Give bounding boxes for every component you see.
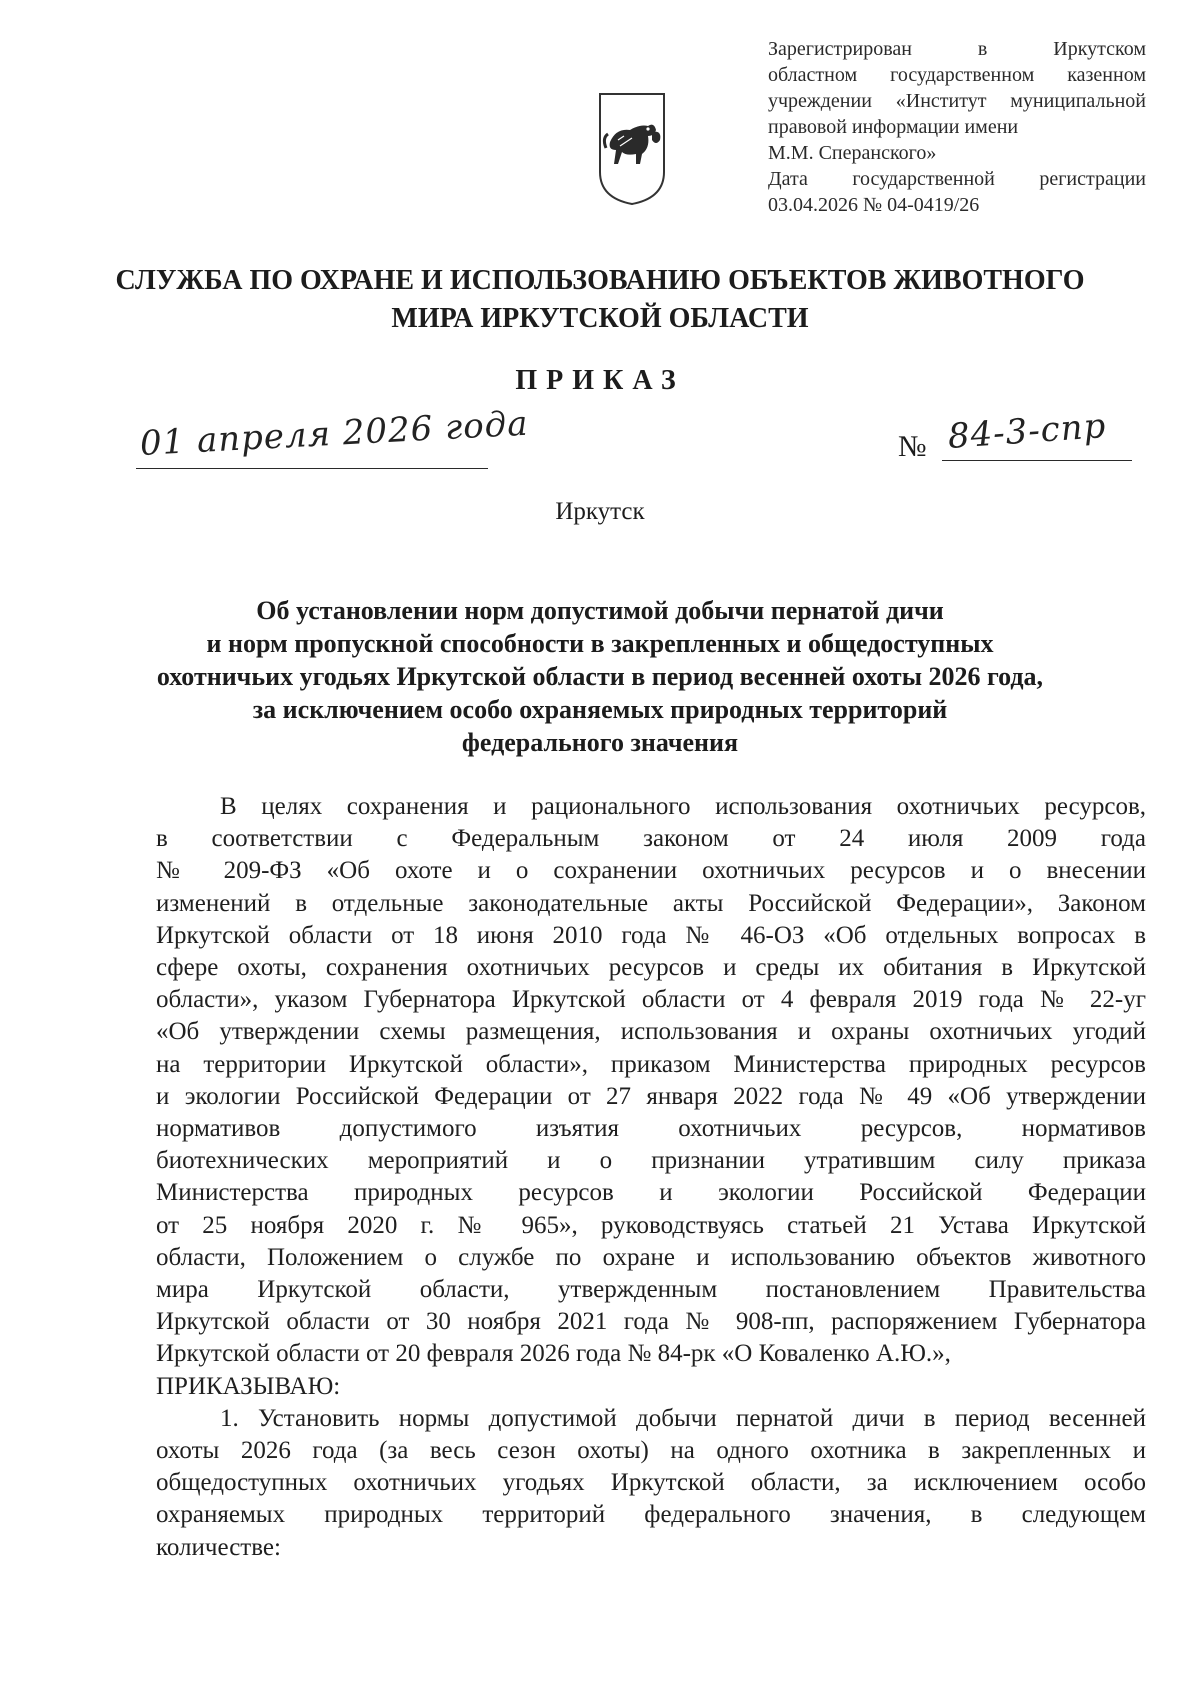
subject-line: Об установлении норм допустимой добычи пернатой дичи [256, 596, 944, 625]
clause-1-line: охоты 2026 года (за весь сезон охоты) на одного охотника в закрепленных и [156, 1437, 1146, 1465]
registration-stamp [768, 36, 1146, 218]
subject-line: федерального значения [461, 728, 739, 757]
body-line: области, Положением о службе по охране и использованию объектов животного [156, 1243, 1146, 1271]
body-line: в соответствии с Федеральным законом от 24 июля 2009 года [156, 825, 1146, 853]
body-line: В целях сохранения и рационального использования охотничьих ресурсов, [220, 793, 1146, 820]
handwritten-order-number: 84-3-спр [946, 405, 1108, 457]
body-line: изменений в отдельные законодательные акты Российской Федерации», Законом [156, 889, 1146, 917]
clause-1-line: общедоступных охотничьих угодьях Иркутской области, за исключением особо [156, 1469, 1146, 1497]
subject-line: и норм пропускной способности в закрепленных и общедоступных [206, 629, 994, 658]
subject-line: охотничьих угодьях Иркутской области в период весенней охоты 2026 года, [156, 662, 1044, 691]
agency-heading [60, 262, 1140, 338]
body-line: Министерства природных ресурсов и экологии Российской Федерации [156, 1179, 1146, 1207]
body-line: «Об утверждении схемы размещения, использования и охраны охотничьих угодий [156, 1018, 1146, 1046]
order-body [156, 791, 1146, 1564]
body-line: Иркутской области от 20 февраля 2026 года № 84-рк «О Коваленко А.Ю.», [156, 1340, 951, 1368]
body-line: Иркутской области от 30 ноября 2021 года № 908-пп, распоряжением Губернатора [156, 1308, 1146, 1336]
body-line: области», указом Губернатора Иркутской области от 4 февраля 2019 года № 22-уг [156, 986, 1146, 1014]
registration-number: 03.04.2026 № 04-0419/26 [768, 194, 980, 216]
agency-line: МИРА ИРКУТСКОЙ ОБЛАСТИ [391, 303, 809, 334]
body-line: биотехнических мероприятий и о признании утратившим силу приказа [156, 1147, 1146, 1175]
order-title: ПРИКАЗ [515, 365, 685, 396]
number-sign: № [898, 430, 927, 463]
registration-line: М.М. Сперанского» [768, 142, 937, 164]
number-underline [942, 460, 1132, 461]
body-line: сфере охоты, сохранения охотничьих ресурсов и среды их обитания в Иркутской [156, 954, 1146, 982]
subject-line: за исключением особо охраняемых природных территорий [252, 695, 948, 724]
body-line: от 25 ноября 2020 г. № 965», руководствуясь статьей 21 Устава Иркутской [156, 1211, 1146, 1239]
registration-line: Зарегистрирован в Иркутском [768, 38, 1146, 60]
handwritten-date: 01 апреля 2026 года [138, 403, 530, 464]
body-line: на территории Иркутской области», приказом Министерства природных ресурсов [156, 1050, 1146, 1078]
date-underline [136, 468, 488, 469]
clause-1-line: 1. Установить нормы допустимой добычи пернатой дичи в период весенней [220, 1404, 1146, 1432]
coat-of-arms-emblem [596, 90, 668, 208]
body-line: № 209-ФЗ «Об охоте и о сохранении охотничьих ресурсов и о внесении [156, 857, 1146, 885]
registration-line: Дата государственной регистрации [768, 168, 1146, 190]
agency-line: СЛУЖБА ПО ОХРАНЕ И ИСПОЛЬЗОВАНИЮ ОБЪЕКТОВ ЖИВОТНОГО [115, 265, 1085, 296]
body-line: мира Иркутской области, утвержденным постановлением Правительства [156, 1276, 1146, 1304]
registration-line: правовой информации имени [768, 116, 1019, 138]
order-subject [120, 594, 1080, 759]
clause-1-line: количестве: [156, 1533, 281, 1561]
order-directive: ПРИКАЗЫВАЮ: [156, 1372, 341, 1400]
registration-line: учреждении «Институт муниципальной [768, 90, 1146, 112]
body-line: нормативов допустимого изъятия охотничьих ресурсов, нормативов [156, 1115, 1146, 1143]
city-name: Иркутск [555, 498, 645, 525]
registration-line: областном государственном казенном [768, 64, 1146, 86]
body-line: Иркутской области от 18 июня 2010 года № 46-ОЗ «Об отдельных вопросах в [156, 921, 1146, 949]
clause-1-line: охраняемых природных территорий федерального значения, в следующем [156, 1501, 1146, 1529]
body-line: и экологии Российской Федерации от 27 января 2022 года № 49 «Об утверждении [156, 1082, 1146, 1110]
